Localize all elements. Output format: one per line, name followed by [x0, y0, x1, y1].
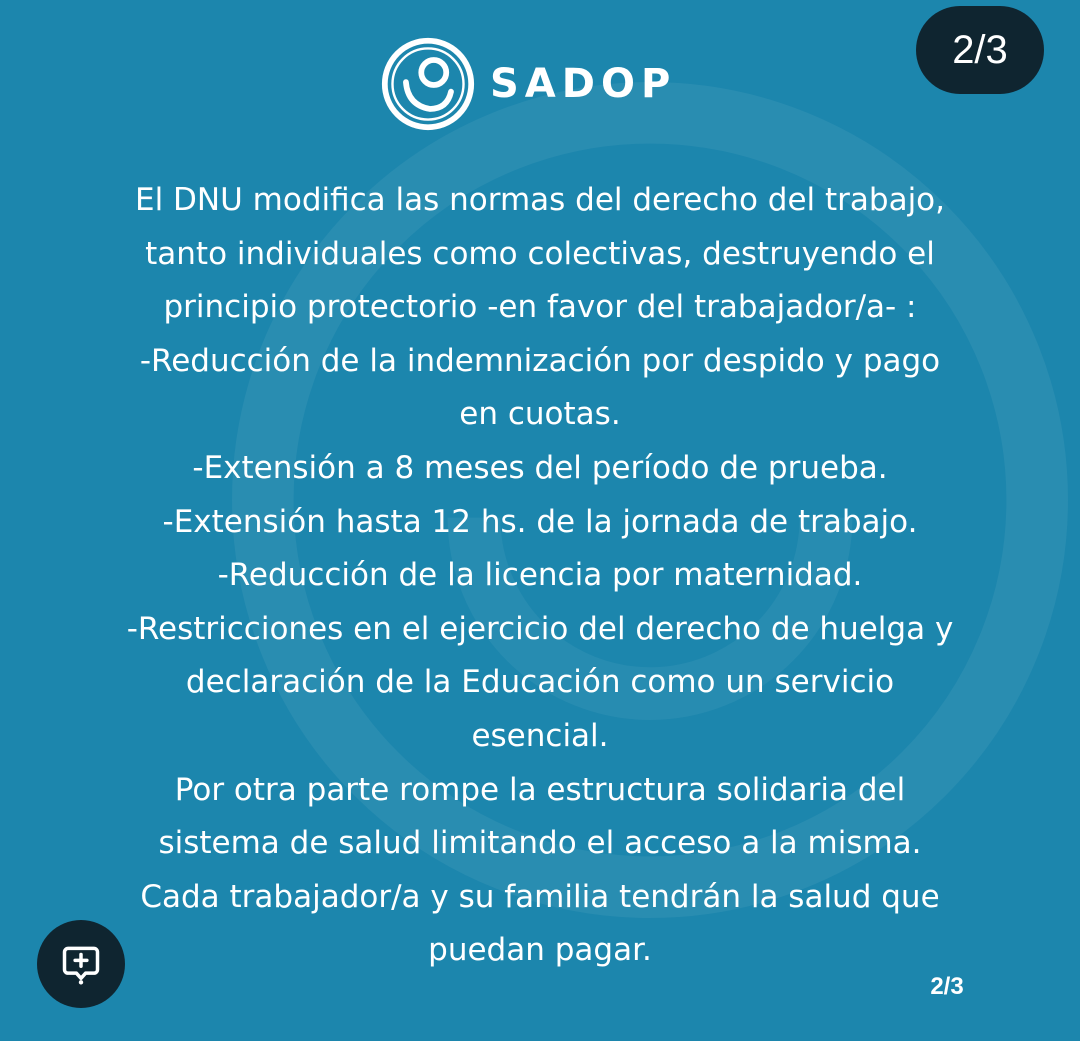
- add-comment-button[interactable]: [37, 920, 125, 1008]
- post-body-text: [60, 174, 1020, 978]
- body-line: sistema de salud limitando el acceso a la misma.: [158, 825, 922, 862]
- sadop-logo: [380, 34, 676, 134]
- body-line: Por otra parte rompe la estructura solidaria del: [174, 771, 906, 808]
- body-line: principio protectorio -en favor del trabajador/a- :: [163, 289, 917, 326]
- body-line: puedan pagar.: [428, 932, 652, 969]
- body-line: -Reducción de la licencia por maternidad.: [217, 557, 863, 594]
- body-line: -Reducción de la indemnización por despido y pago: [139, 342, 941, 379]
- body-line: -Extensión hasta 12 hs. de la jornada de trabajo.: [162, 503, 918, 540]
- body-line: -Extensión a 8 meses del período de prueba.: [192, 449, 888, 486]
- body-line: esencial.: [471, 717, 609, 754]
- body-line: declaración de la Educación como un servicio: [185, 664, 895, 701]
- body-line: El DNU modifica las normas del derecho del trabajo,: [135, 182, 945, 218]
- body-line: Cada trabajador/a y su familia tendrán la salud que: [140, 878, 940, 915]
- brand-name: SADOP: [490, 61, 677, 107]
- add-comment-icon: [59, 942, 103, 986]
- body-line: -Restricciones en el ejercicio del derecho de huelga y: [126, 610, 954, 647]
- page-indicator-badge: 2/3: [916, 6, 1044, 94]
- footer-page-number: 2/3: [930, 973, 964, 1000]
- body-line: tanto individuales como colectivas, destruyendo el: [145, 235, 935, 272]
- sadop-logo-icon: [380, 36, 476, 132]
- body-line: en cuotas.: [459, 396, 621, 433]
